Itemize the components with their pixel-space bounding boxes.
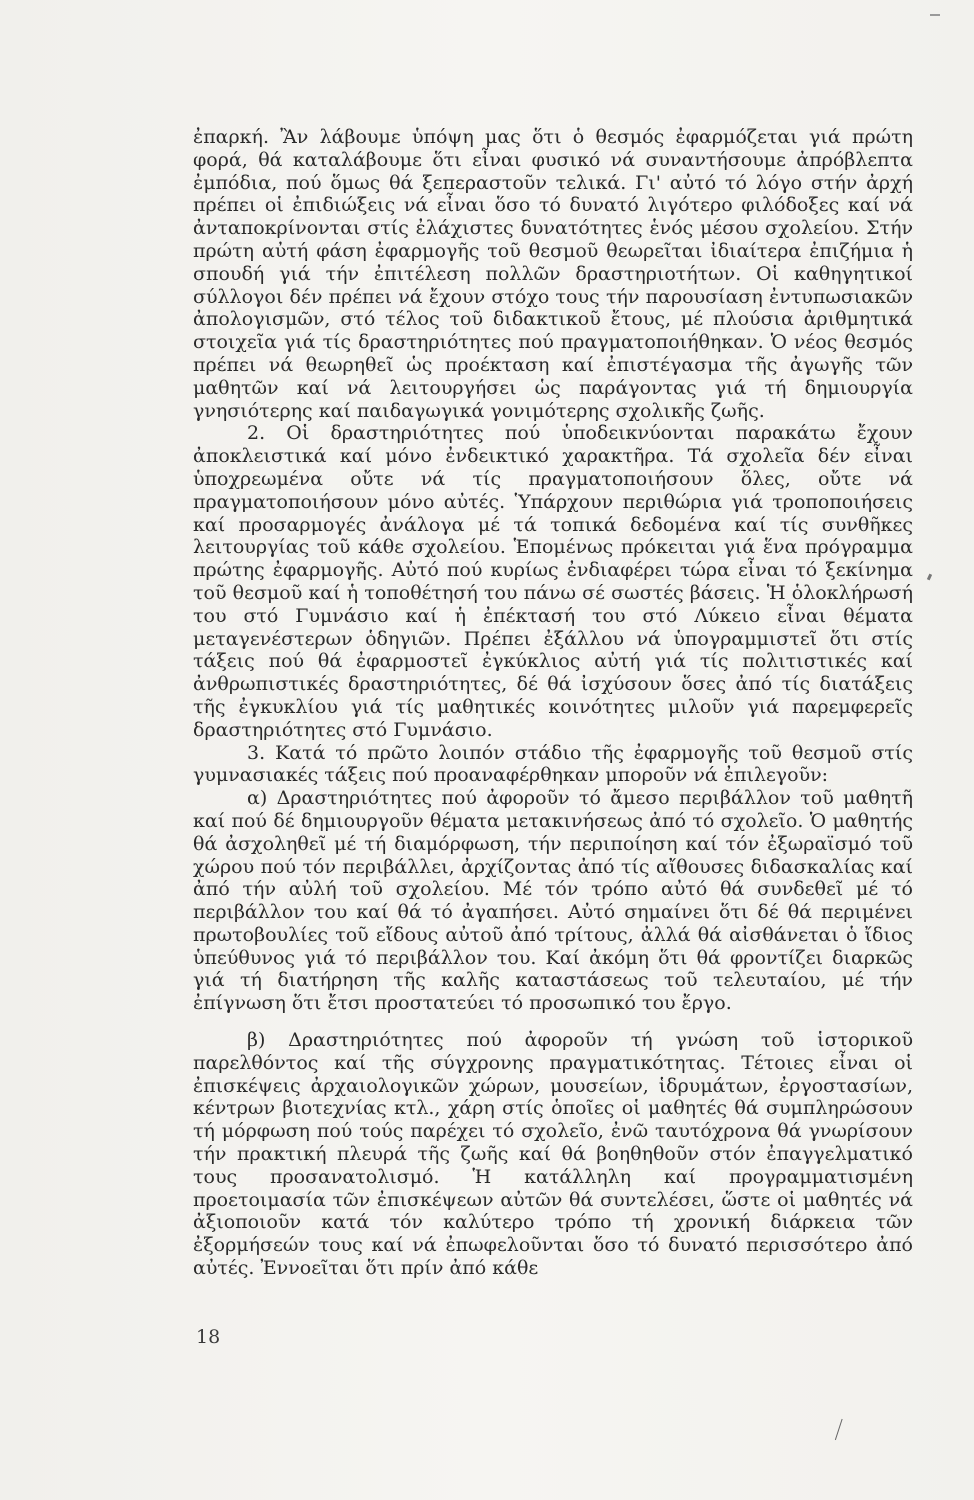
paragraph-3a: α) Δραστηριότητες πού ἀφοροῦν τό ἄμεσο περιβάλλον τοῦ μαθητῆ καί πού δέ δημιουργοῦν θέματα μετακινήσεως ἀπό τό σχολεῖο. Ὁ μαθητής θά ἀσχοληθεῖ μέ τή διαμόρφωση, τήν περιποίηση καί τόν ἐξωραϊσμό τοῦ χώρου πού τόν περιβάλλει, ἀρχίζοντας ἀπό τίς αἴθουσες διδασκαλίας καί ἀπό τήν αὐλή τοῦ σχολείου. Μέ τόν τρόπο αὐτό θά συνδεθεῖ μέ τό περιβάλλον του καί θά τό ἀγαπήσει. Αὐτό σημαίνει ὅτι δέ θά περιμένει πρωτοβουλίες τοῦ εἴδους αὐτοῦ ἀπό τρίτους, ἀλλά θά αἰσθάνεται ὁ ἴδιος ὑπεύθυνος γιά τό περιβάλλον του. Καί ἀκόμη ὅτι θά φροντίζει διαρκῶς γιά τή διατήρηση τῆς καλῆς καταστάσεως τοῦ τελευταίου, μέ τήν ἐπίγνωση ὅτι ἔτσι προστατεύει τό προσωπικό του ἔργο. (193, 787, 913, 1015)
scan-mark (930, 14, 940, 16)
paragraph-1: ἐπαρκή. Ἂν λάβουμε ὑπόψη μας ὅτι ὁ θεσμός ἐφαρμόζεται γιά πρώτη φορά, θά καταλάβουμε ὅτι εἶναι φυσικό νά συναντήσουμε ἀπρόβλεπτα ἐμπόδια, πού ὅμως θά ξεπεραστοῦν τελικά. Γι' αὐτό τό λόγο στήν ἀρχή πρέπει οἱ ἐπιδιώξεις νά εἶναι ὅσο τό δυνατό λιγότερο φιλόδοξες καί νά ἀνταποκρίνονται στίς ἐλάχιστες δυνατότητες ἑνός μέσου σχολείου. Στήν πρώτη αὐτή φάση ἐφαρμογῆς τοῦ θεσμοῦ θεωρεῖται ἰδιαίτερα ἐπιζήμια ἡ σπουδή γιά τήν ἐπιτέλεση πολλῶν δραστηριοτήτων. Οἱ καθηγητικοί σύλλογοι δέν πρέπει νά ἔχουν στόχο τους τήν παρουσίαση ἐντυπωσιακῶν ἀπολογισμῶν, στό τέλος τοῦ διδακτικοῦ ἔτους, μέ πλούσια ἀριθμητικά στοιχεῖα γιά τίς δραστηριότητες πού πραγματοποιήθηκαν. Ὁ νέος θεσμός πρέπει νά θεωρηθεῖ ὡς προέκταση καί ἐπιστέγασμα τῆς ἀγωγῆς τῶν μαθητῶν καί νά λειτουργήσει ὡς παράγοντας γιά τή δημιουργία γνησιότερης καί παιδαγωγικά γονιμότερης σχολικῆς ζωῆς. (193, 126, 913, 422)
paragraph-3: 3. Κατά τό πρῶτο λοιπόν στάδιο τῆς ἐφαρμογῆς τοῦ θεσμοῦ στίς γυμνασιακές τάξεις πού προαναφέρθηκαν μποροῦν νά ἐπιλεγοῦν: (193, 741, 913, 787)
page-number: 18 (196, 1326, 221, 1348)
pen-mark (835, 1419, 852, 1443)
paragraph-2: 2. Οἱ δραστηριότητες πού ὑποδεικνύονται παρακάτω ἔχουν ἀποκλειστικά καί μόνο ἐνδεικτικό χαρακτῆρα. Τά σχολεῖα δέν εἶναι ὑποχρεωμένα οὔτε νά τίς πραγματοποιήσουν ὅλες, οὔτε νά πραγματοποιήσουν μόνο αὐτές. Ὑπάρχουν περιθώρια γιά τροποποιήσεις καί προσαρμογές ἀνάλογα μέ τά τοπικά δεδομένα καί τίς συνθῆκες λειτουργίας τοῦ κάθε σχολείου. Ἑπομένως πρόκειται γιά ἕνα πρόγραμμα πρώτης ἐφαρμογῆς. Αὐτό πού κυρίως ἐνδιαφέρει τώρα εἶναι τό ξεκίνημα τοῦ θεσμοῦ καί ἡ τοποθέτησή του πάνω σέ σωστές βάσεις. Ἡ ὁλοκλήρωσή του στό Γυμνάσιο καί ἡ ἐπέκτασή του στό Λύκειο εἶναι θέματα μεταγενέστερων ὁδηγιῶν. Πρέπει ἐξάλλου νά ὑπογραμμιστεῖ ὅτι στίς τάξεις πού θά ἐφαρμοστεῖ ἐγκύκλιος αὐτή γιά τίς πολιτιστικές καί ἀνθρωπιστικές δραστηριότητες, δέ θά ἰσχύσουν ὅσες ἀπό τίς διατάξεις τῆς ἐγκυκλίου γιά τίς μαθητικές κοινότητες μιλοῦν γιά παρεμφερεῖς δραστηριότητες στό Γυμνάσιο. (193, 422, 913, 741)
margin-mark (927, 574, 932, 581)
body-text (193, 126, 913, 1280)
paragraph-3b: β) Δραστηριότητες πού ἀφοροῦν τή γνώση τοῦ ἱστορικοῦ παρελθόντος καί τῆς σύγχρονης πραγματικότητας. Τέτοιες εἶναι οἱ ἐπισκέψεις ἀρχαιολογικῶν χώρων, μουσείων, ἱδρυμάτων, ἐργοστασίων, κέντρων βιοτεχνίας κτλ., χάρη στίς ὁποῖες οἱ μαθητές θά συμπληρώσουν τή μόρφωση πού τούς παρέχει τό σχολεῖο, ἐνῶ ταυτόχρονα θά γνωρίσουν τήν πρακτική πλευρά τῆς ζωῆς καί θά βοηθηθοῦν στόν ἐπαγγελματικό τους προσανατολισμό. Ἡ κατάλληλη καί προγραμματισμένη προετοιμασία τῶν ἐπισκέψεων αὐτῶν θά συντελέσει, ὥστε οἱ μαθητές νά ἀξιοποιοῦν κατά τόν καλύτερο τρόπο τή χρονική διάρκεια τῶν ἐξορμήσεών τους καί νά ἐπωφελοῦνται ὅσο τό δυνατό περισσότερο ἀπό αὐτές. Ἐννοεῖται ὅτι πρίν ἀπό κάθε (193, 1029, 913, 1280)
